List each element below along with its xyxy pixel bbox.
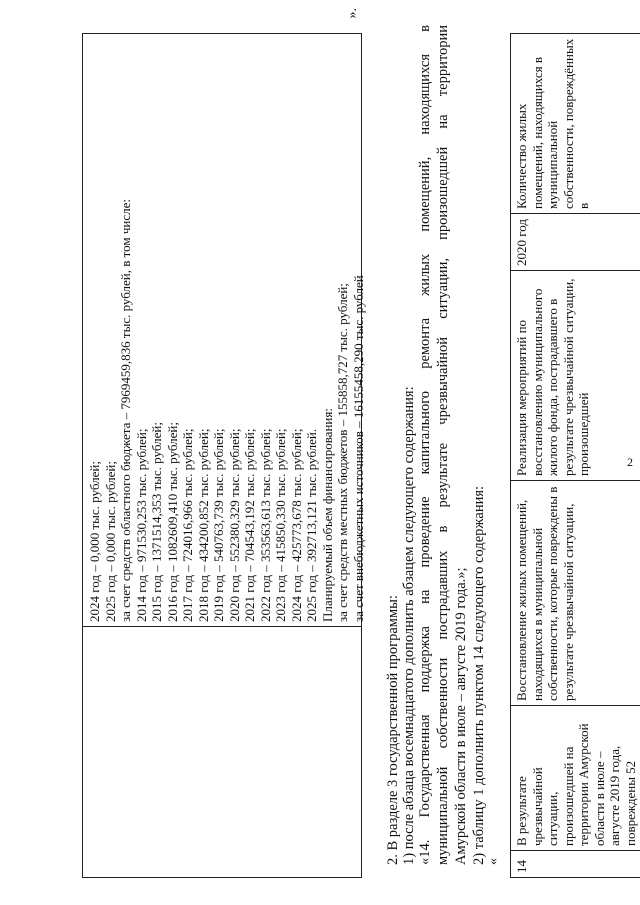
financing-values bbox=[87, 38, 366, 622]
row-number: 14 bbox=[511, 850, 640, 877]
measure-cell: Реализация мероприятий по восстановлению муниципального жилого фонда, пострадавшего в результате чрезвычайной ситуации, произошедшей bbox=[511, 270, 640, 480]
page-number: 2 bbox=[627, 455, 633, 469]
amendment-paragraph-1: 2. В разделе 3 государственной программы: bbox=[385, 595, 401, 865]
amendment-paragraph-2: 1) после абзаца восемнадцатого дополнить абзацем следующего содержания: bbox=[401, 386, 417, 865]
financing-line: 2016 год – 1082609,410 тыс. рублей; bbox=[164, 422, 180, 622]
goal-cell: Восстановление жилых помещений, находящихся в муниципальной собственности, которые повреждены в результате чрезвычайной ситуации, bbox=[511, 480, 640, 705]
amendment-paragraph-3 bbox=[416, 25, 470, 865]
financing-line: за счет внебюджетных источников – 16155458,290 тыс. рублей bbox=[350, 275, 366, 622]
financing-line: 2014 год – 971530,253 тыс. рублей; bbox=[133, 428, 149, 622]
financing-line: за счет средств местных бюджетов – 155858,727 тыс. рублей; bbox=[335, 283, 350, 622]
opening-quote: « bbox=[486, 858, 501, 865]
financing-line: 2024 год – 425773,678 тыс. рублей; bbox=[288, 428, 304, 622]
financing-line: 2025 год – 392713,121 тыс. рублей. bbox=[304, 428, 319, 622]
period-cell: 2020 год bbox=[511, 213, 640, 270]
financing-line: 2025 год – 0,000 тыс. рублей; bbox=[102, 461, 118, 622]
financing-line: 2017 год – 724016,966 тыс. рублей; bbox=[180, 428, 195, 622]
financing-line: 2015 год – 1371514,353 тыс. рублей; bbox=[149, 422, 164, 622]
financing-line: 2024 год – 0,000 тыс. рублей; bbox=[87, 461, 102, 622]
financing-line: 2018 год – 434200,852 тыс. рублей; bbox=[195, 428, 211, 622]
closing-quote: ». bbox=[345, 8, 360, 19]
financing-table bbox=[82, 8, 366, 878]
financing-label-column bbox=[83, 626, 361, 877]
financing-line: 2023 год – 415850,330 тыс. рублей; bbox=[273, 428, 288, 622]
amendment-paragraph-4: 2) таблицу 1 дополнить пунктом 14 следующего содержания: bbox=[471, 485, 487, 865]
paragraph-line: муниципальной собственности пострадавших в результате чрезвычайной ситуации, произошедшей на территории bbox=[435, 25, 451, 865]
paragraph-line: «14. Государственная поддержка на проведение капитального ремонта жилых помещений, находящихся в bbox=[417, 25, 433, 865]
financing-line: 2020 год – 552380,329 тыс. рублей; bbox=[226, 428, 242, 622]
financing-line: 2022 год – 353563,613 тыс. рублей; bbox=[257, 428, 273, 622]
financing-line: Планируемый объем финансирования: bbox=[319, 408, 335, 622]
paragraph-line: Амурской области в июле – августе 2019 года.»; bbox=[453, 567, 469, 865]
financing-line: 2019 год – 540763,739 тыс. рублей; bbox=[211, 428, 226, 622]
financing-line: 2021 год – 704543,192 тыс. рублей; bbox=[242, 428, 257, 622]
problem-cell: В результате чрезвычайной ситуации, произошедшей на территории Амурской области в июле – августе 2019 года, повреждены 52 bbox=[511, 705, 640, 850]
table-1-row-14 bbox=[510, 33, 640, 878]
indicator-cell: Количество жилых помещений, находящихся в муниципальной собственности, повреждённых в bbox=[514, 38, 591, 209]
financing-line: за счет средств областного бюджета – 7969459,836 тыс. рублей, в том числе: bbox=[118, 198, 133, 622]
